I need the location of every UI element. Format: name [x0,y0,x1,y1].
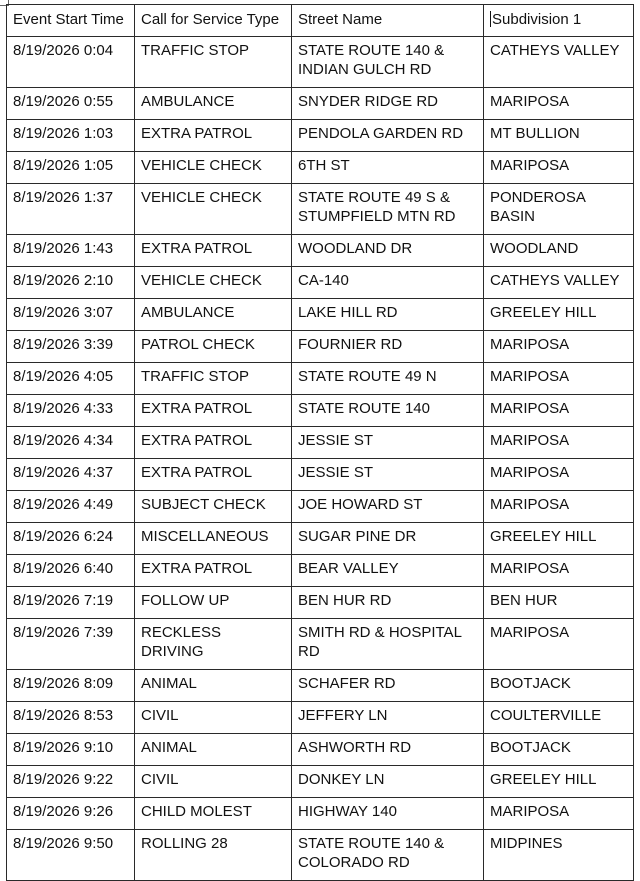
cell-call-type[interactable]: ROLLING 28 [135,830,292,881]
cell-street-name[interactable]: FOURNIER RD [292,331,484,363]
cell-subdivision[interactable]: WOODLAND [484,235,634,267]
cell-call-type[interactable]: SUBJECT CHECK [135,491,292,523]
cell-call-type[interactable]: CIVIL [135,702,292,734]
header-event-start-time[interactable]: Event Start Time [7,5,135,37]
table-row [7,702,634,734]
cell-subdivision[interactable]: CATHEYS VALLEY [484,37,634,88]
table-row [7,523,634,555]
cell-street-name[interactable]: JEFFERY LN [292,702,484,734]
cell-call-type[interactable]: EXTRA PATROL [135,235,292,267]
cell-event-start-time[interactable]: 8/19/2026 9:50 [7,830,135,881]
cell-street-name[interactable]: SNYDER RIDGE RD [292,88,484,120]
cell-call-type[interactable]: ANIMAL [135,734,292,766]
cell-call-type[interactable]: AMBULANCE [135,88,292,120]
cell-subdivision[interactable]: MARIPOSA [484,798,634,830]
cell-event-start-time[interactable]: 8/19/2026 2:10 [7,267,135,299]
cell-street-name[interactable]: SUGAR PINE DR [292,523,484,555]
cell-subdivision[interactable]: MARIPOSA [484,491,634,523]
cell-event-start-time[interactable]: 8/19/2026 7:39 [7,619,135,670]
cell-event-start-time[interactable]: 8/19/2026 1:05 [7,152,135,184]
cell-call-type[interactable]: TRAFFIC STOP [135,37,292,88]
header-row [7,5,634,37]
cell-subdivision[interactable]: MARIPOSA [484,619,634,670]
table-row [7,299,634,331]
cell-street-name[interactable]: ASHWORTH RD [292,734,484,766]
cell-call-type[interactable]: EXTRA PATROL [135,555,292,587]
cell-subdivision[interactable]: MARIPOSA [484,459,634,491]
cell-subdivision[interactable]: MT BULLION [484,120,634,152]
cell-subdivision[interactable]: MARIPOSA [484,555,634,587]
cell-call-type[interactable]: TRAFFIC STOP [135,363,292,395]
cell-event-start-time[interactable]: 8/19/2026 0:55 [7,88,135,120]
cell-subdivision[interactable]: MARIPOSA [484,88,634,120]
cell-street-name[interactable]: CA-140 [292,267,484,299]
text-cursor [490,11,491,27]
cell-street-name[interactable]: SCHAFER RD [292,670,484,702]
cell-street-name[interactable]: SMITH RD & HOSPITAL RD [292,619,484,670]
cell-subdivision[interactable]: GREELEY HILL [484,299,634,331]
cell-event-start-time[interactable]: 8/19/2026 3:07 [7,299,135,331]
cell-subdivision[interactable]: MARIPOSA [484,363,634,395]
cell-call-type[interactable]: EXTRA PATROL [135,120,292,152]
cell-event-start-time[interactable]: 8/19/2026 1:03 [7,120,135,152]
cell-event-start-time[interactable]: 8/19/2026 9:26 [7,798,135,830]
cell-street-name[interactable]: HIGHWAY 140 [292,798,484,830]
cell-call-type[interactable]: EXTRA PATROL [135,459,292,491]
cell-event-start-time[interactable]: 8/19/2026 4:34 [7,427,135,459]
cell-street-name[interactable]: LAKE HILL RD [292,299,484,331]
cell-street-name[interactable]: STATE ROUTE 49 N [292,363,484,395]
cell-subdivision[interactable]: PONDEROSA BASIN [484,184,634,235]
cell-subdivision[interactable]: GREELEY HILL [484,766,634,798]
cell-subdivision[interactable]: MARIPOSA [484,427,634,459]
cell-subdivision[interactable]: MARIPOSA [484,395,634,427]
cell-event-start-time[interactable]: 8/19/2026 8:53 [7,702,135,734]
cell-event-start-time[interactable]: 8/19/2026 4:05 [7,363,135,395]
cell-call-type[interactable]: AMBULANCE [135,299,292,331]
cell-street-name[interactable]: JESSIE ST [292,427,484,459]
cell-call-type[interactable]: PATROL CHECK [135,331,292,363]
cell-street-name[interactable]: JOE HOWARD ST [292,491,484,523]
cell-subdivision[interactable]: MARIPOSA [484,152,634,184]
header-subdivision-label: Subdivision 1 [492,11,582,28]
table-row [7,587,634,619]
cell-subdivision[interactable]: MIDPINES [484,830,634,881]
table-row [7,152,634,184]
table-row [7,235,634,267]
table-row [7,184,634,235]
table-row [7,670,634,702]
header-call-type[interactable]: Call for Service Type [135,5,292,37]
cell-call-type[interactable]: VEHICLE CHECK [135,152,292,184]
cell-street-name[interactable]: STATE ROUTE 140 & INDIAN GULCH RD [292,37,484,88]
table-row [7,363,634,395]
cell-street-name[interactable]: BEN HUR RD [292,587,484,619]
table-row [7,37,634,88]
cell-subdivision[interactable]: BEN HUR [484,587,634,619]
header-subdivision[interactable] [484,5,634,37]
cell-street-name[interactable]: STATE ROUTE 140 [292,395,484,427]
table-row [7,267,634,299]
table-row [7,555,634,587]
cell-street-name[interactable]: PENDOLA GARDEN RD [292,120,484,152]
cell-event-start-time[interactable]: 8/19/2026 4:49 [7,491,135,523]
cell-call-type[interactable]: CIVIL [135,766,292,798]
cell-subdivision[interactable]: BOOTJACK [484,670,634,702]
cell-call-type[interactable]: ANIMAL [135,670,292,702]
cell-event-start-time[interactable]: 8/19/2026 4:33 [7,395,135,427]
cell-event-start-time[interactable]: 8/19/2026 7:19 [7,587,135,619]
cell-street-name[interactable]: WOODLAND DR [292,235,484,267]
table-row [7,734,634,766]
cell-event-start-time[interactable]: 8/19/2026 9:22 [7,766,135,798]
table-row [7,830,634,881]
cell-event-start-time[interactable]: 8/19/2026 0:04 [7,37,135,88]
cell-event-start-time[interactable]: 8/19/2026 4:37 [7,459,135,491]
cell-call-type[interactable]: EXTRA PATROL [135,427,292,459]
table-row [7,459,634,491]
cell-subdivision[interactable]: GREELEY HILL [484,523,634,555]
cell-street-name[interactable]: STATE ROUTE 49 S & STUMPFIELD MTN RD [292,184,484,235]
cell-event-start-time[interactable]: 8/19/2026 3:39 [7,331,135,363]
cell-call-type[interactable]: EXTRA PATROL [135,395,292,427]
table-row [7,120,634,152]
cell-call-type[interactable]: RECKLESS DRIVING [135,619,292,670]
table-row [7,427,634,459]
cell-event-start-time[interactable]: 8/19/2026 9:10 [7,734,135,766]
table-row [7,395,634,427]
table-row [7,766,634,798]
cell-call-type[interactable]: VEHICLE CHECK [135,184,292,235]
cell-call-type[interactable]: VEHICLE CHECK [135,267,292,299]
cell-subdivision[interactable]: MARIPOSA [484,331,634,363]
call-log-table [6,4,634,881]
table-row [7,491,634,523]
cell-call-type[interactable]: CHILD MOLEST [135,798,292,830]
header-street-name[interactable]: Street Name [292,5,484,37]
table-row [7,331,634,363]
cell-event-start-time[interactable]: 8/19/2026 6:40 [7,555,135,587]
cell-event-start-time[interactable]: 8/19/2026 6:24 [7,523,135,555]
cell-event-start-time[interactable]: 8/19/2026 1:37 [7,184,135,235]
cell-street-name[interactable]: 6TH ST [292,152,484,184]
cell-subdivision[interactable]: CATHEYS VALLEY [484,267,634,299]
cell-event-start-time[interactable]: 8/19/2026 8:09 [7,670,135,702]
cell-subdivision[interactable]: COULTERVILLE [484,702,634,734]
cell-street-name[interactable]: BEAR VALLEY [292,555,484,587]
cell-street-name[interactable]: JESSIE ST [292,459,484,491]
cell-street-name[interactable]: STATE ROUTE 140 & COLORADO RD [292,830,484,881]
cell-subdivision[interactable]: BOOTJACK [484,734,634,766]
table-row [7,88,634,120]
table-row [7,798,634,830]
cell-street-name[interactable]: DONKEY LN [292,766,484,798]
cell-call-type[interactable]: FOLLOW UP [135,587,292,619]
cell-call-type[interactable]: MISCELLANEOUS [135,523,292,555]
cell-event-start-time[interactable]: 8/19/2026 1:43 [7,235,135,267]
table-row [7,619,634,670]
